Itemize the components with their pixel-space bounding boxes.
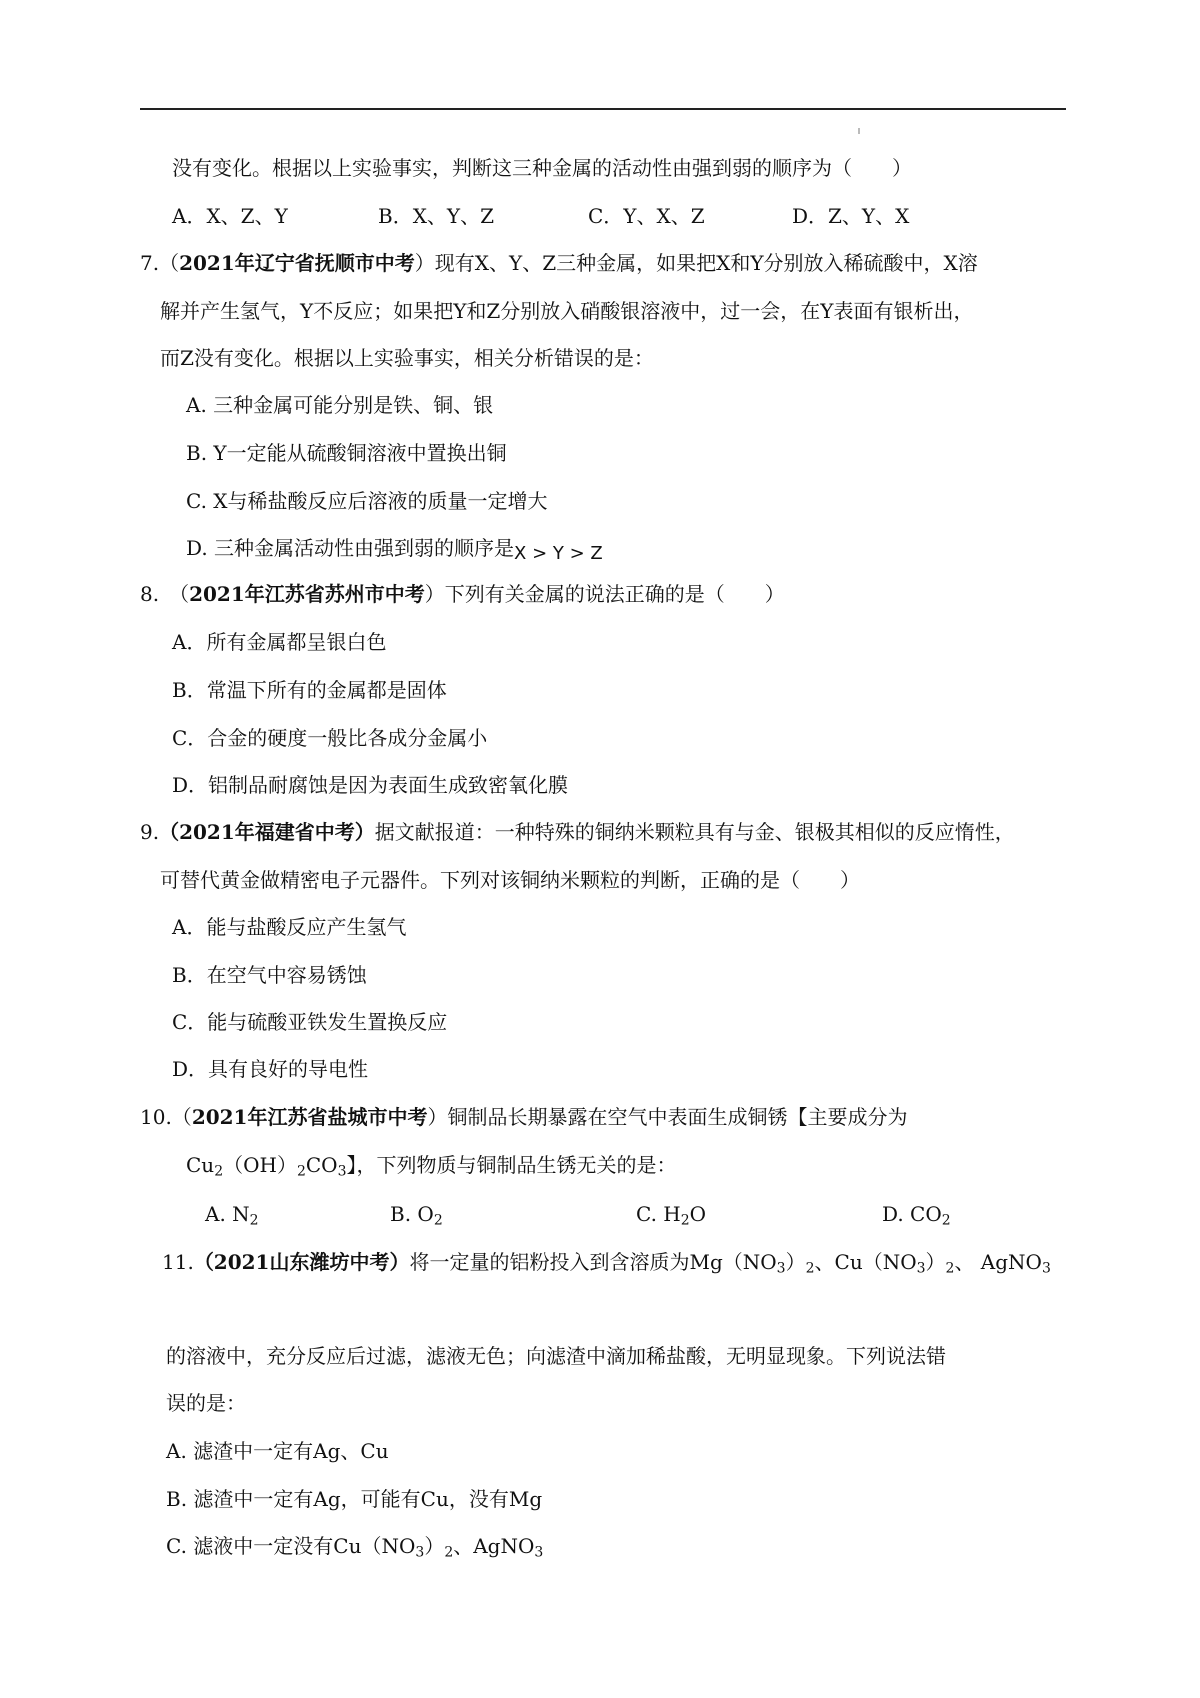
- q7-line-3: 而Z没有变化。根据以上实验事实，相关分析错误的是：: [160, 346, 654, 370]
- q10-number: 10.（: [140, 1105, 192, 1129]
- q7-number: 7.（: [140, 251, 180, 275]
- q8-number: 8. （: [140, 582, 190, 606]
- q11-option-c: C. 滤液中一定没有$Cu(NO_3)_2$、AgNO$_3$: [166, 1534, 544, 1561]
- q7-option-d-text: D. 三种金属活动性由强到弱的顺序是: [186, 536, 515, 560]
- q7-option-d: [186, 536, 603, 564]
- scan-mark: [858, 128, 860, 134]
- q11-number: 11.: [162, 1250, 194, 1274]
- q8-option-d: D．铝制品耐腐蚀是因为表面生成致密氧化膜: [172, 773, 569, 797]
- q9-option-a: A．能与盐酸反应产生氢气: [172, 915, 407, 939]
- q8-line-1: [140, 584, 785, 604]
- q7-line-1: [140, 253, 978, 273]
- q7-text-1: ）现有X、Y、Z三种金属，如果把X和Y分别放入稀硫酸中，X溶: [414, 251, 978, 275]
- q8-option-a: A．所有金属都呈银白色: [172, 630, 387, 654]
- q9-text-1: 据文献报道：一种特殊的铜纳米颗粒具有与金、银极其相似的反应惰性，: [374, 820, 1015, 844]
- q11-source: （2021山东潍坊中考）: [193, 1250, 410, 1274]
- q8-option-b: B．常温下所有的金属都是固体: [172, 678, 447, 702]
- q7-option-d-formula: X > Y > Z: [514, 543, 603, 564]
- q10-line-2: [186, 1153, 677, 1180]
- q8-text-1: ）下列有关金属的说法正确的是（ ）: [424, 582, 785, 606]
- q6-continuation: 没有变化。根据以上实验事实，判断这三种金属的活动性由强到弱的顺序为（ ）: [172, 156, 912, 180]
- q10-text-1: ）铜制品长期暴露在空气中表面生成铜锈【主要成分为: [427, 1105, 908, 1129]
- q10-text-2: 】，下列物质与铜制品生锈无关的是：: [346, 1153, 677, 1177]
- q8-option-c: C．合金的硬度一般比各成分金属小: [172, 726, 488, 750]
- q10-option-d: D. $CO_2$: [882, 1202, 951, 1229]
- q10-formula: $Cu_2(OH)_2CO_3$: [186, 1153, 347, 1180]
- q8-source: 2021年江苏省苏州市中考: [189, 582, 425, 606]
- q11-line-1: 11.（2021山东潍坊中考）将一定量的铝粉投入到含溶质为$Mg(NO_3)_2$、$Cu(NO_3)_2$、 AgNO$_3$: [162, 1250, 1051, 1277]
- q11-option-a: A. 滤渣中一定有Ag、Cu: [166, 1439, 389, 1463]
- q9-line-1: [140, 822, 1015, 842]
- q7-option-b: B. Y一定能从硫酸铜溶液中置换出铜: [186, 441, 507, 465]
- q9-source: （2021年福建省中考）: [159, 820, 375, 844]
- q7-line-2: 解并产生氢气，Y不反应；如果把Y和Z分别放入硝酸银溶液中，过一会，在Y表面有银析出，: [160, 299, 974, 323]
- q9-number: 9.: [140, 820, 160, 844]
- q6-option-a: A．X、Z、Y: [172, 204, 288, 228]
- q9-line-2: 可替代黄金做精密电子元器件。下列对该铜纳米颗粒的判断，正确的是（ ）: [160, 868, 860, 892]
- q9-option-c: C．能与硫酸亚铁发生置换反应: [172, 1010, 448, 1034]
- q10-option-c: C. $H_2O$: [636, 1202, 707, 1229]
- q10-source: 2021年江苏省盐城市中考: [191, 1105, 428, 1129]
- q10-option-b: B. $O_2$: [390, 1202, 443, 1229]
- q6-option-b: B．X、Y、Z: [378, 204, 495, 228]
- q11-option-b: B. 滤渣中一定有Ag，可能有Cu，没有Mg: [166, 1487, 543, 1511]
- q9-option-d: D．具有良好的导电性: [172, 1057, 369, 1081]
- q9-option-b: B．在空气中容易锈蚀: [172, 963, 367, 987]
- q11-line-2: 的溶液中，充分反应后过滤，滤液无色；向滤渣中滴加稀盐酸，无明显现象。下列说法错: [166, 1344, 946, 1368]
- q6-option-c: C．Y、X、Z: [588, 204, 705, 228]
- q7-option-c: C. X与稀盐酸反应后溶液的质量一定增大: [186, 489, 548, 513]
- q7-option-a: A. 三种金属可能分别是铁、铜、银: [186, 393, 494, 417]
- q10-option-a: A. $N_2$: [205, 1202, 259, 1229]
- header-rule: [140, 108, 1066, 110]
- q11-line-3: 误的是：: [166, 1391, 246, 1415]
- q6-option-d: D．Z、Y、X: [792, 204, 910, 228]
- q7-source: 2021年辽宁省抚顺市中考: [179, 251, 415, 275]
- q10-line-1: [140, 1107, 907, 1127]
